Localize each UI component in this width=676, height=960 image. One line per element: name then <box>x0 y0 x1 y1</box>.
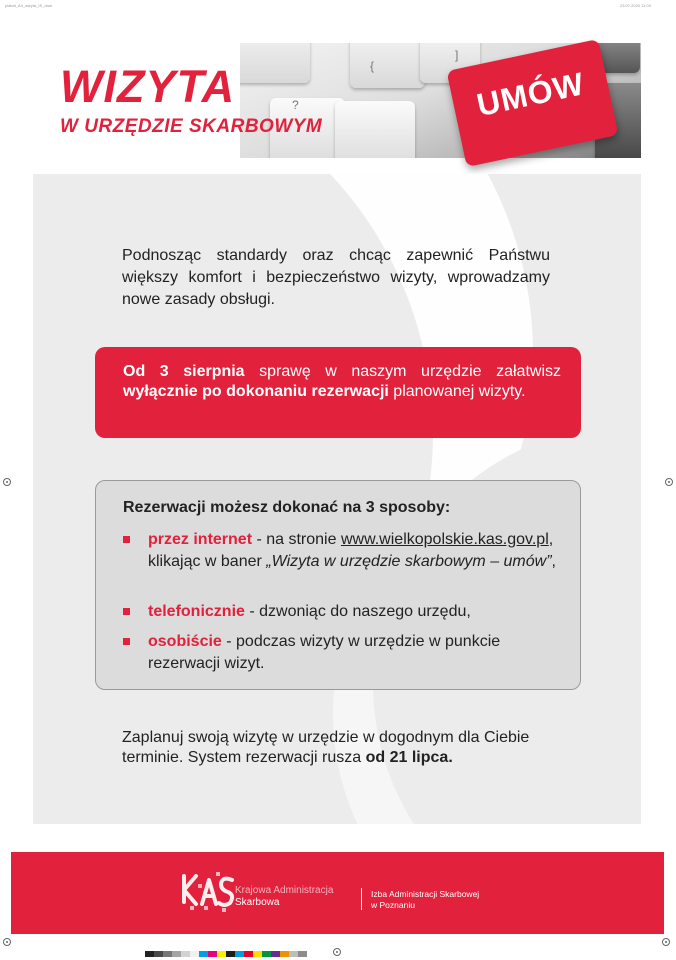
key-glyph-icon: { <box>370 59 375 73</box>
website-link[interactable]: www.wielkopolskie.kas.gov.pl <box>340 531 549 548</box>
color-swatch <box>208 951 217 957</box>
method-phone <box>123 601 563 623</box>
kas-logo-icon <box>178 866 236 916</box>
method-internet <box>123 529 563 573</box>
notice-only: wyłącznie po dokonaniu rezerwacji <box>123 383 389 400</box>
method-text: - na stronie <box>252 531 341 548</box>
color-swatch <box>172 951 181 957</box>
outro-paragraph <box>122 728 564 768</box>
outro-text: Zaplanuj swoją wizytę w urzędzie w dogodnym dla Ciebie terminie. System rezerwacji rusza <box>122 729 530 766</box>
color-swatch <box>190 951 199 957</box>
color-swatch <box>244 951 253 957</box>
color-swatch <box>217 951 226 957</box>
key-glyph-icon: ] <box>455 48 459 62</box>
registration-mark-bottom-right <box>662 938 670 946</box>
keyboard-key <box>350 43 425 88</box>
color-swatch <box>226 951 235 957</box>
print-color-bar <box>145 951 307 957</box>
notice-middle: sprawę w naszym urzędzie załatwisz <box>244 363 561 380</box>
keyboard-key <box>240 43 310 83</box>
bullet-icon <box>123 608 130 615</box>
color-swatch <box>298 951 307 957</box>
bullet-icon <box>123 536 130 543</box>
method-text: - dzwoniąc do naszego urzędu, <box>244 603 471 620</box>
print-date: 23.07.2020 11:03 <box>620 3 651 8</box>
color-swatch <box>280 951 289 957</box>
print-file-name: plakat_A4_wizyta_IS_druk <box>5 3 53 8</box>
izba-name <box>371 889 479 911</box>
page-title: WIZYTA <box>60 61 236 112</box>
outro-date: od 21 lipca. <box>365 749 453 766</box>
method-text: - podczas wizyty w urzędzie w punkcie rezerwacji wizyt. <box>148 633 501 672</box>
method-name: telefonicznie <box>148 603 245 620</box>
intro-paragraph: Podnosząc standardy oraz chcąc zapewnić Państwu większy komfort i bezpieczeństwo wizyty, wprowadzamy nowe zasady obsługi. <box>122 247 550 308</box>
notice-box <box>95 347 581 438</box>
color-swatch <box>271 951 280 957</box>
kas-name-line2: Skarbowa <box>235 897 280 908</box>
key-glyph-icon: ? <box>292 98 299 112</box>
method-name: przez internet <box>148 531 253 548</box>
reservation-box <box>95 480 581 690</box>
color-swatch <box>262 951 271 957</box>
registration-mark-right <box>665 478 673 486</box>
reservation-heading: Rezerwacji możesz dokonać na 3 sposoby: <box>123 499 451 516</box>
izba-name-line2: w Poznaniu <box>371 900 415 910</box>
registration-mark-left <box>3 478 11 486</box>
footer-divider <box>361 888 362 910</box>
keyboard-key <box>335 101 415 158</box>
notice-text <box>123 362 561 402</box>
kas-name-line1: Krajowa Administracja <box>235 885 334 896</box>
method-name: osobiście <box>148 633 222 650</box>
color-swatch <box>289 951 298 957</box>
registration-mark-bottom <box>333 948 341 956</box>
izba-name-line1: Izba Administracji Skarbowej <box>371 889 480 899</box>
footer-band <box>11 852 664 934</box>
method-text: , <box>551 553 556 570</box>
umow-key-label: UMÓW <box>473 65 588 124</box>
banner-name: „Wizyta w urzędzie skarbowym – umów” <box>266 553 552 570</box>
registration-mark-bottom-left <box>3 938 11 946</box>
method-in-person <box>123 631 563 675</box>
notice-end: planowanej wizyty. <box>388 383 526 400</box>
color-swatch <box>181 951 190 957</box>
color-swatch <box>253 951 262 957</box>
color-swatch <box>154 951 163 957</box>
method-text: , klikając w baner <box>148 531 554 570</box>
color-swatch <box>145 951 154 957</box>
bullet-icon <box>123 638 130 645</box>
color-swatch <box>235 951 244 957</box>
notice-date: Od 3 sierpnia <box>123 363 245 380</box>
kas-name <box>235 885 333 909</box>
color-swatch <box>199 951 208 957</box>
page-subtitle: W URZĘDZIE SKARBOWYM <box>60 116 323 137</box>
color-swatch <box>163 951 172 957</box>
